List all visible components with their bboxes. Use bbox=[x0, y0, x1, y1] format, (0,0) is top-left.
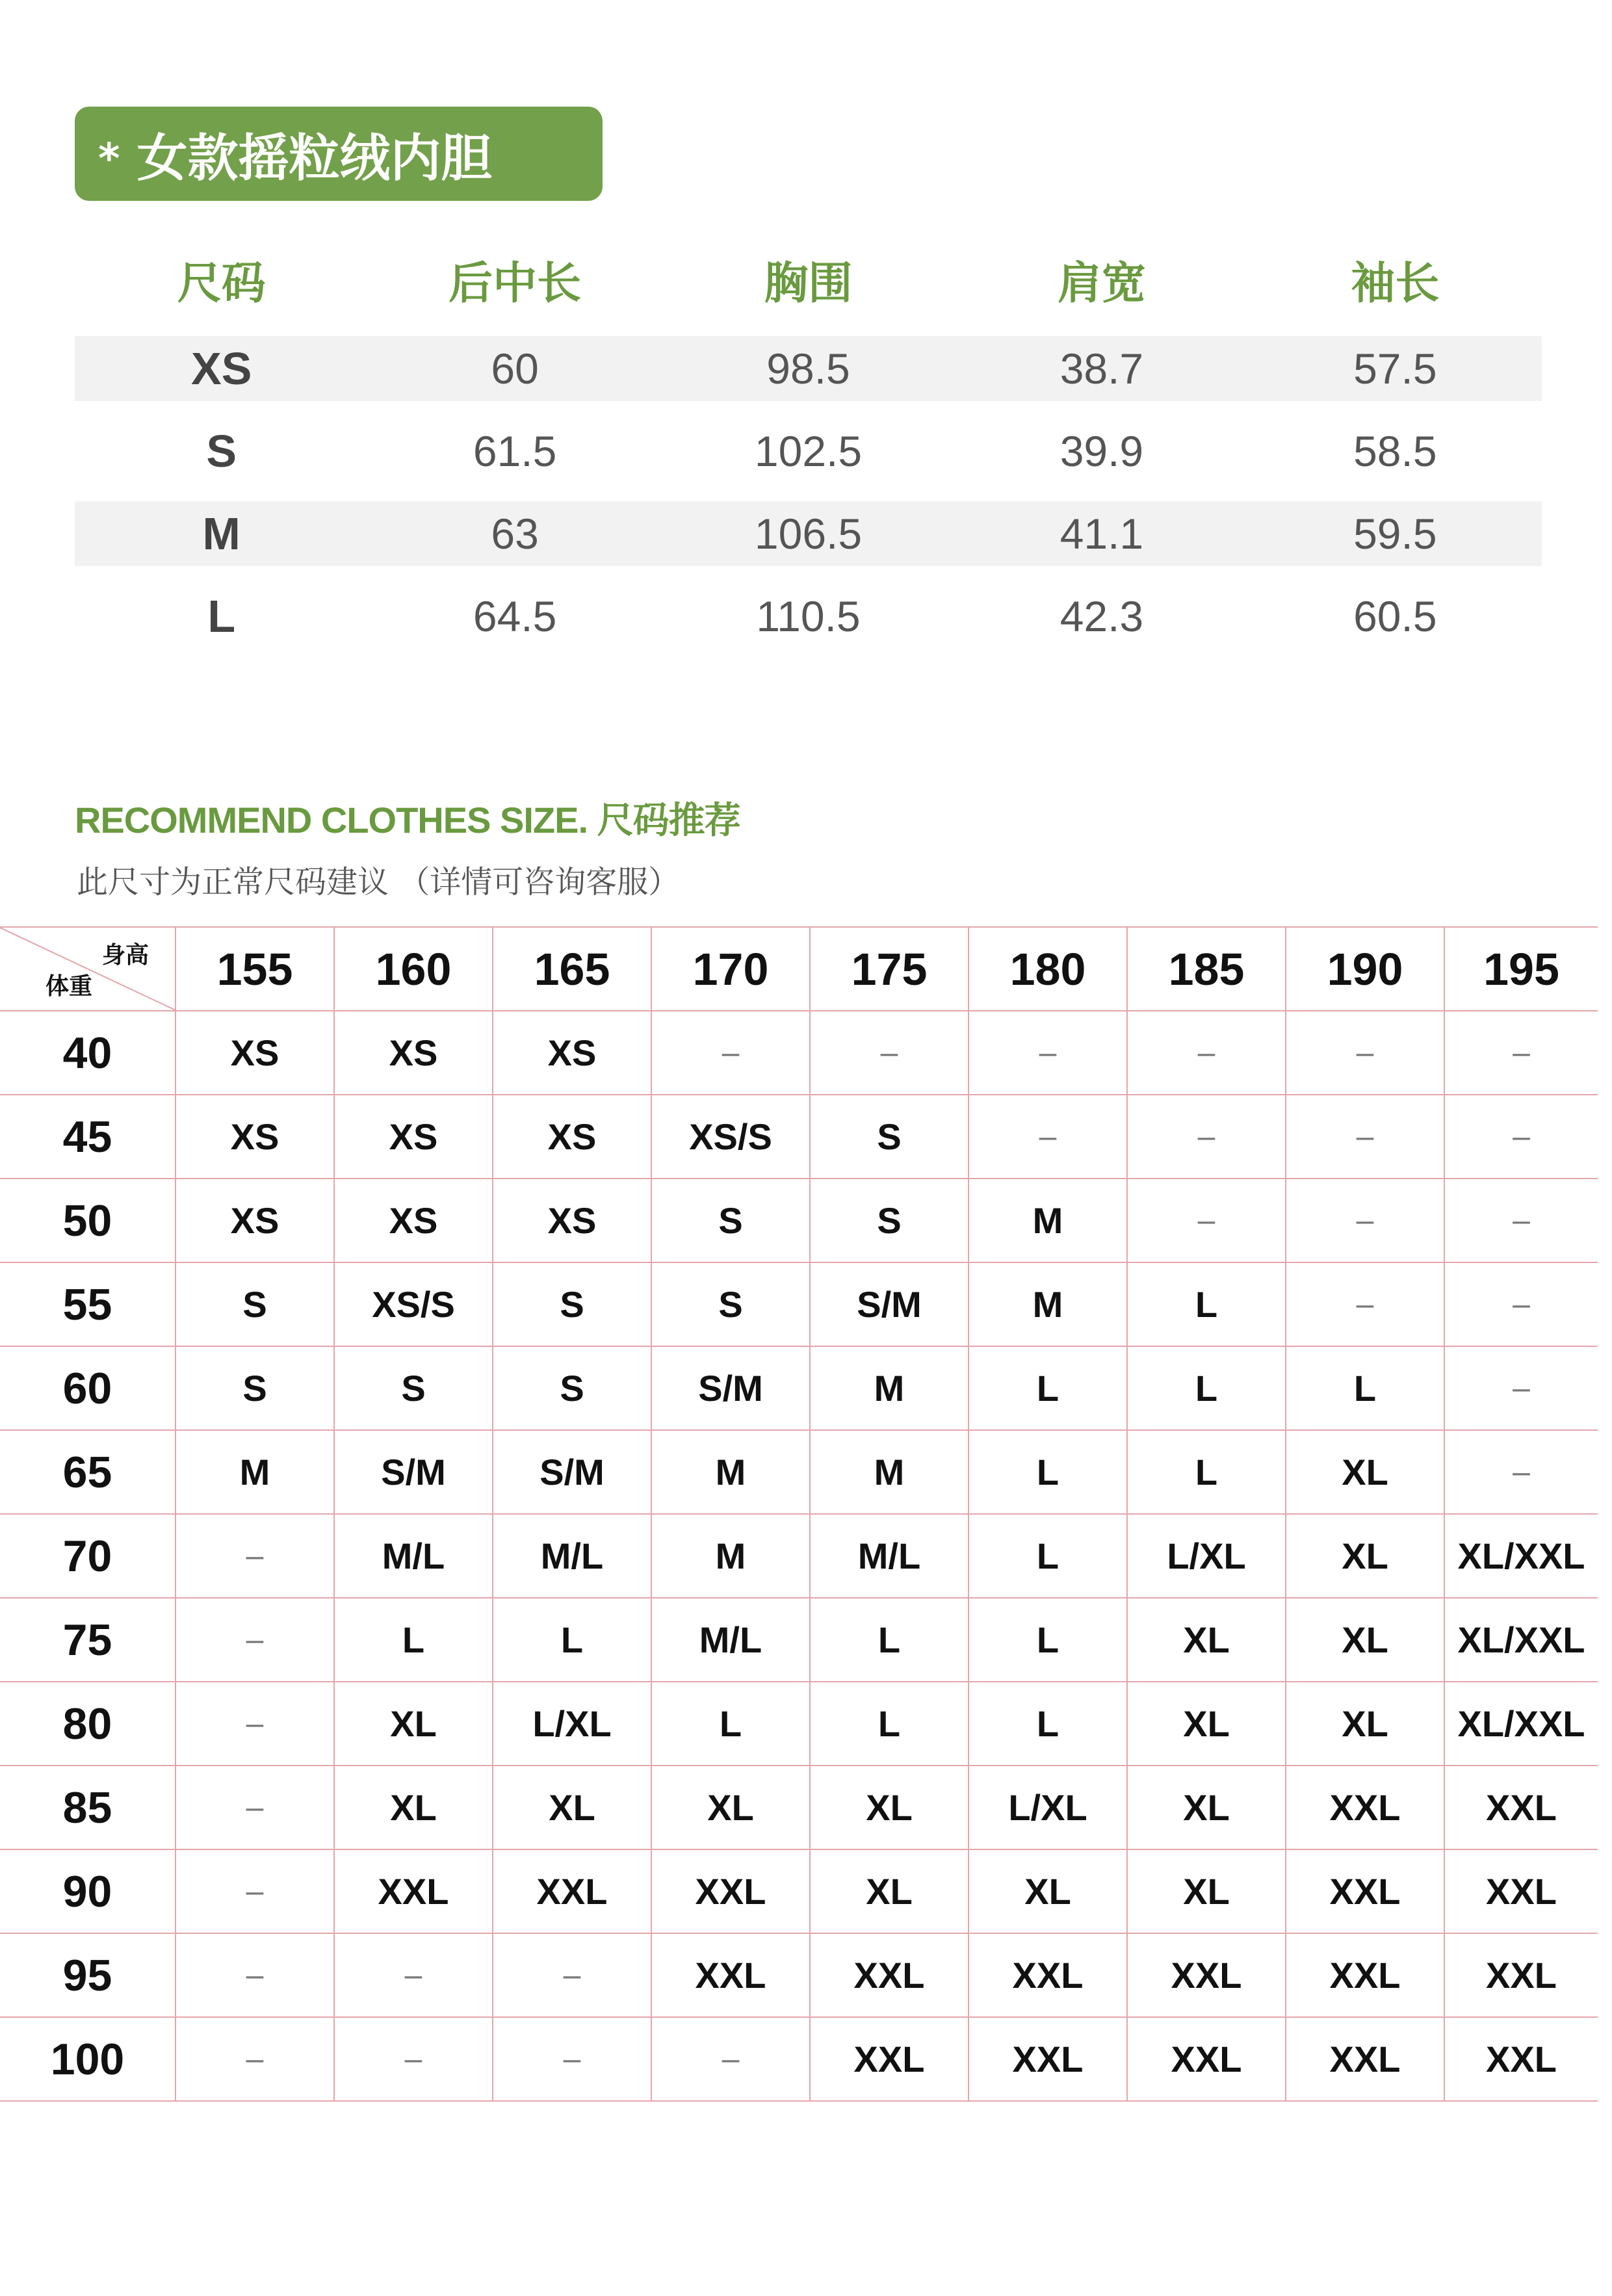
size-recommend-cell: XL bbox=[1286, 1430, 1444, 1514]
size-recommend-cell: L/XL bbox=[493, 1682, 651, 1766]
size-recommend-cell: M/L bbox=[651, 1598, 810, 1682]
size-recommend-cell: M bbox=[176, 1430, 334, 1514]
size-recommend-cell: – bbox=[1127, 1011, 1286, 1095]
size-recommend-cell: S/M bbox=[651, 1346, 810, 1430]
spec-size-cell: XS bbox=[191, 343, 252, 394]
spec-value-cell: 60 bbox=[491, 345, 539, 393]
spec-value-cell: 98.5 bbox=[766, 345, 850, 393]
weight-row bbox=[0, 1849, 1598, 1933]
size-recommend-cell: XXL bbox=[651, 1933, 810, 2017]
recommend-subtitle: 此尺寸为正常尺码建议 （详情可咨询客服） bbox=[77, 864, 680, 900]
corner-cell bbox=[0, 927, 176, 1011]
size-recommend-cell: – bbox=[176, 2017, 334, 2101]
weight-row bbox=[0, 1766, 1598, 1849]
corner-weight-label: 体重 bbox=[46, 973, 93, 1000]
size-recommend-cell: XL bbox=[1127, 1849, 1286, 1933]
size-recommend-cell: XXL bbox=[1127, 1933, 1286, 2017]
size-recommend-cell: L bbox=[493, 1598, 651, 1682]
weight-label-cell: 95 bbox=[0, 1933, 176, 2017]
size-recommend-cell: XL bbox=[1127, 1766, 1286, 1849]
size-recommend-cell: – bbox=[493, 2017, 651, 2101]
weight-row bbox=[0, 2017, 1598, 2101]
size-recommend-cell: – bbox=[1286, 1095, 1444, 1179]
weight-row bbox=[0, 1262, 1598, 1346]
spec-value-cell: 63 bbox=[491, 510, 539, 558]
size-recommend-cell: XS bbox=[493, 1095, 651, 1179]
recommend-title: RECOMMEND CLOTHES SIZE. 尺码推荐 bbox=[75, 800, 740, 841]
size-recommend-cell: M bbox=[968, 1262, 1127, 1346]
size-recommend-cell: XS/S bbox=[334, 1262, 493, 1346]
size-recommend-cell: L bbox=[968, 1514, 1127, 1598]
size-recommend-cell: M bbox=[651, 1514, 810, 1598]
size-recommend-cell: – bbox=[1444, 1346, 1598, 1430]
height-header-cell: 180 bbox=[968, 927, 1127, 1011]
size-recommend-cell: L/XL bbox=[968, 1766, 1127, 1849]
size-recommend-cell: XL bbox=[334, 1682, 493, 1766]
size-recommend-cell: XS bbox=[493, 1179, 651, 1262]
size-recommend-cell: XXL bbox=[334, 1849, 493, 1933]
size-recommend-cell: XXL bbox=[1127, 2017, 1286, 2101]
size-recommend-cell: S bbox=[334, 1346, 493, 1430]
spec-value-cell: 106.5 bbox=[754, 510, 863, 558]
weight-label-cell: 90 bbox=[0, 1849, 176, 1933]
size-recommend-cell: S bbox=[493, 1262, 651, 1346]
spec-row bbox=[75, 584, 1542, 649]
size-recommend-cell: – bbox=[1444, 1430, 1598, 1514]
weight-row bbox=[0, 1682, 1598, 1766]
weight-row bbox=[0, 1011, 1598, 1095]
weight-label-cell: 65 bbox=[0, 1430, 176, 1514]
height-header-cell: 155 bbox=[176, 927, 334, 1011]
weight-label-cell: 85 bbox=[0, 1766, 176, 1849]
size-recommend-cell: L bbox=[810, 1682, 968, 1766]
size-recommend-cell: L bbox=[968, 1430, 1127, 1514]
size-recommend-cell: XS bbox=[176, 1095, 334, 1179]
size-recommend-cell: S bbox=[493, 1346, 651, 1430]
size-recommend-cell: – bbox=[176, 1598, 334, 1682]
spec-value-cell: 38.7 bbox=[1060, 345, 1144, 393]
size-recommend-cell: S/M bbox=[493, 1430, 651, 1514]
size-recommend-cell: M/L bbox=[493, 1514, 651, 1598]
size-recommend-cell: XS/S bbox=[651, 1095, 810, 1179]
size-recommend-cell: XL/XXL bbox=[1444, 1598, 1598, 1682]
size-recommend-cell: S/M bbox=[334, 1430, 493, 1514]
size-recommend-cell: XS bbox=[334, 1179, 493, 1262]
size-recommend-cell: XL/XXL bbox=[1444, 1682, 1598, 1766]
weight-row bbox=[0, 1598, 1598, 1682]
size-recommend-cell: – bbox=[1444, 1011, 1598, 1095]
size-recommend-cell: XXL bbox=[1444, 1766, 1598, 1849]
size-recommend-cell: – bbox=[968, 1095, 1127, 1179]
size-recommend-cell: – bbox=[810, 1011, 968, 1095]
size-recommend-cell: – bbox=[651, 2017, 810, 2101]
size-recommend-cell: XXL bbox=[1444, 1849, 1598, 1933]
weight-label-cell: 100 bbox=[0, 2017, 176, 2101]
weight-label-cell: 80 bbox=[0, 1682, 176, 1766]
size-recommend-cell: L bbox=[1127, 1346, 1286, 1430]
weight-label-cell: 50 bbox=[0, 1179, 176, 1262]
spec-value-cell: 42.3 bbox=[1060, 592, 1144, 640]
height-header-row bbox=[0, 927, 1598, 1011]
size-recommend-cell: XL bbox=[1127, 1598, 1286, 1682]
size-recommend-cell: XL bbox=[1286, 1598, 1444, 1682]
spec-header-chest: 胸围 bbox=[764, 257, 853, 309]
size-recommend-cell: S bbox=[810, 1095, 968, 1179]
spec-size-cell: S bbox=[206, 426, 237, 476]
weight-row bbox=[0, 1514, 1598, 1598]
spec-header-row bbox=[75, 241, 1542, 319]
height-header-cell: 165 bbox=[493, 927, 651, 1011]
size-recommend-cell: – bbox=[176, 1849, 334, 1933]
size-recommend-cell: XXL bbox=[968, 1933, 1127, 2017]
size-recommend-cell: XXL bbox=[810, 2017, 968, 2101]
size-recommend-cell: – bbox=[334, 1933, 493, 2017]
size-recommend-cell: – bbox=[1444, 1262, 1598, 1346]
size-recommend-cell: XL bbox=[810, 1849, 968, 1933]
size-recommend-cell: S bbox=[810, 1179, 968, 1262]
size-recommend-cell: L bbox=[1286, 1346, 1444, 1430]
weight-label-cell: 70 bbox=[0, 1514, 176, 1598]
size-recommend-cell: XXL bbox=[968, 2017, 1127, 2101]
size-recommend-cell: L bbox=[968, 1682, 1127, 1766]
size-recommend-cell: XXL bbox=[810, 1933, 968, 2017]
size-recommend-cell: XS bbox=[176, 1179, 334, 1262]
size-recommend-cell: L bbox=[1127, 1430, 1286, 1514]
size-recommend-cell: L bbox=[810, 1598, 968, 1682]
size-recommend-cell: S bbox=[176, 1346, 334, 1430]
size-recommend-cell: – bbox=[1444, 1179, 1598, 1262]
spec-header-sleeve: 袖长 bbox=[1351, 257, 1440, 309]
size-recommend-cell: S bbox=[651, 1179, 810, 1262]
recommend-table bbox=[0, 926, 1598, 2102]
size-recommend-cell: L bbox=[651, 1682, 810, 1766]
size-recommend-cell: XL bbox=[334, 1766, 493, 1849]
size-recommend-cell: XL bbox=[810, 1766, 968, 1849]
spec-header-size: 尺码 bbox=[177, 257, 266, 309]
size-recommend-cell: – bbox=[651, 1011, 810, 1095]
size-spec-table bbox=[75, 241, 1542, 649]
size-recommend-cell: M bbox=[810, 1430, 968, 1514]
spec-value-cell: 60.5 bbox=[1353, 592, 1437, 640]
size-recommend-cell: – bbox=[1286, 1262, 1444, 1346]
weight-label-cell: 75 bbox=[0, 1598, 176, 1682]
size-recommend-cell: M/L bbox=[810, 1514, 968, 1598]
size-recommend-cell: M/L bbox=[334, 1514, 493, 1598]
weight-label-cell: 55 bbox=[0, 1262, 176, 1346]
spec-value-cell: 58.5 bbox=[1353, 427, 1437, 475]
corner-height-label: 身高 bbox=[101, 942, 149, 969]
recommend-size-grid bbox=[0, 926, 1598, 2102]
size-recommend-cell: XL bbox=[493, 1766, 651, 1849]
section-title: 女款摇粒绒内胆 bbox=[136, 129, 492, 188]
size-recommend-cell: – bbox=[1127, 1095, 1286, 1179]
size-recommend-cell: – bbox=[334, 2017, 493, 2101]
spec-value-cell: 57.5 bbox=[1353, 345, 1437, 393]
spec-value-cell: 41.1 bbox=[1060, 510, 1144, 558]
size-recommend-cell: M bbox=[651, 1430, 810, 1514]
size-recommend-cell: – bbox=[968, 1011, 1127, 1095]
size-recommend-cell: XXL bbox=[1286, 1766, 1444, 1849]
spec-value-cell: 39.9 bbox=[1060, 427, 1144, 475]
size-recommend-cell: M bbox=[810, 1346, 968, 1430]
weight-label-cell: 40 bbox=[0, 1011, 176, 1095]
spec-row bbox=[75, 501, 1542, 566]
size-recommend-cell: S/M bbox=[810, 1262, 968, 1346]
spec-row bbox=[75, 336, 1542, 401]
height-header-cell: 185 bbox=[1127, 927, 1286, 1011]
size-recommend-cell: – bbox=[176, 1514, 334, 1598]
size-recommend-cell: XL bbox=[1127, 1682, 1286, 1766]
size-recommend-cell: XS bbox=[334, 1011, 493, 1095]
size-recommend-cell: XXL bbox=[1286, 1933, 1444, 2017]
size-recommend-cell: XS bbox=[334, 1095, 493, 1179]
height-header-cell: 170 bbox=[651, 927, 810, 1011]
size-recommend-cell: XXL bbox=[1444, 1933, 1598, 2017]
size-recommend-cell: – bbox=[176, 1933, 334, 2017]
size-recommend-cell: – bbox=[176, 1682, 334, 1766]
spec-value-cell: 59.5 bbox=[1353, 510, 1437, 558]
spec-header-back-length: 后中长 bbox=[448, 257, 582, 309]
size-recommend-cell: XXL bbox=[1286, 1849, 1444, 1933]
size-recommend-cell: XS bbox=[493, 1011, 651, 1095]
size-recommend-cell: – bbox=[176, 1766, 334, 1849]
weight-row bbox=[0, 1430, 1598, 1514]
weight-row bbox=[0, 1933, 1598, 2017]
spec-value-cell: 110.5 bbox=[756, 592, 861, 640]
section-title-banner bbox=[75, 107, 603, 201]
spec-row bbox=[75, 419, 1542, 484]
height-header-cell: 190 bbox=[1286, 927, 1444, 1011]
size-recommend-cell: M bbox=[968, 1179, 1127, 1262]
size-recommend-cell: XL bbox=[968, 1849, 1127, 1933]
size-recommend-cell: XS bbox=[176, 1011, 334, 1095]
weight-row bbox=[0, 1179, 1598, 1262]
size-recommend-cell: – bbox=[493, 1933, 651, 2017]
size-recommend-cell: XXL bbox=[1286, 2017, 1444, 2101]
size-recommend-cell: L bbox=[968, 1598, 1127, 1682]
size-recommend-cell: – bbox=[1286, 1179, 1444, 1262]
height-header-cell: 160 bbox=[334, 927, 493, 1011]
size-recommend-cell: – bbox=[1444, 1095, 1598, 1179]
size-recommend-cell: S bbox=[176, 1262, 334, 1346]
size-recommend-cell: – bbox=[1127, 1179, 1286, 1262]
weight-row bbox=[0, 1095, 1598, 1179]
size-recommend-cell: L bbox=[968, 1346, 1127, 1430]
size-recommend-cell: XXL bbox=[651, 1849, 810, 1933]
size-recommend-cell: XL bbox=[1286, 1514, 1444, 1598]
size-recommend-cell: L/XL bbox=[1127, 1514, 1286, 1598]
size-recommend-cell: L bbox=[1127, 1262, 1286, 1346]
height-header-cell: 175 bbox=[810, 927, 968, 1011]
weight-label-cell: 60 bbox=[0, 1346, 176, 1430]
size-recommend-cell: XXL bbox=[1444, 2017, 1598, 2101]
spec-value-cell: 64.5 bbox=[473, 592, 557, 640]
spec-value-cell: 61.5 bbox=[473, 427, 557, 475]
weight-label-cell: 45 bbox=[0, 1095, 176, 1179]
spec-size-cell: L bbox=[207, 591, 236, 642]
size-recommend-cell: XL bbox=[651, 1766, 810, 1849]
height-header-cell: 195 bbox=[1444, 927, 1598, 1011]
size-recommend-cell: XL bbox=[1286, 1682, 1444, 1766]
size-recommend-cell: XL/XXL bbox=[1444, 1514, 1598, 1598]
asterisk-icon: * bbox=[98, 135, 120, 183]
size-recommend-cell: L bbox=[334, 1598, 493, 1682]
size-recommend-cell: – bbox=[1286, 1011, 1444, 1095]
spec-size-cell: M bbox=[202, 508, 240, 559]
spec-header-shoulder: 肩宽 bbox=[1057, 257, 1146, 309]
size-recommend-cell: XXL bbox=[493, 1849, 651, 1933]
size-recommend-cell: S bbox=[651, 1262, 810, 1346]
spec-value-cell: 102.5 bbox=[754, 427, 863, 475]
weight-row bbox=[0, 1346, 1598, 1430]
